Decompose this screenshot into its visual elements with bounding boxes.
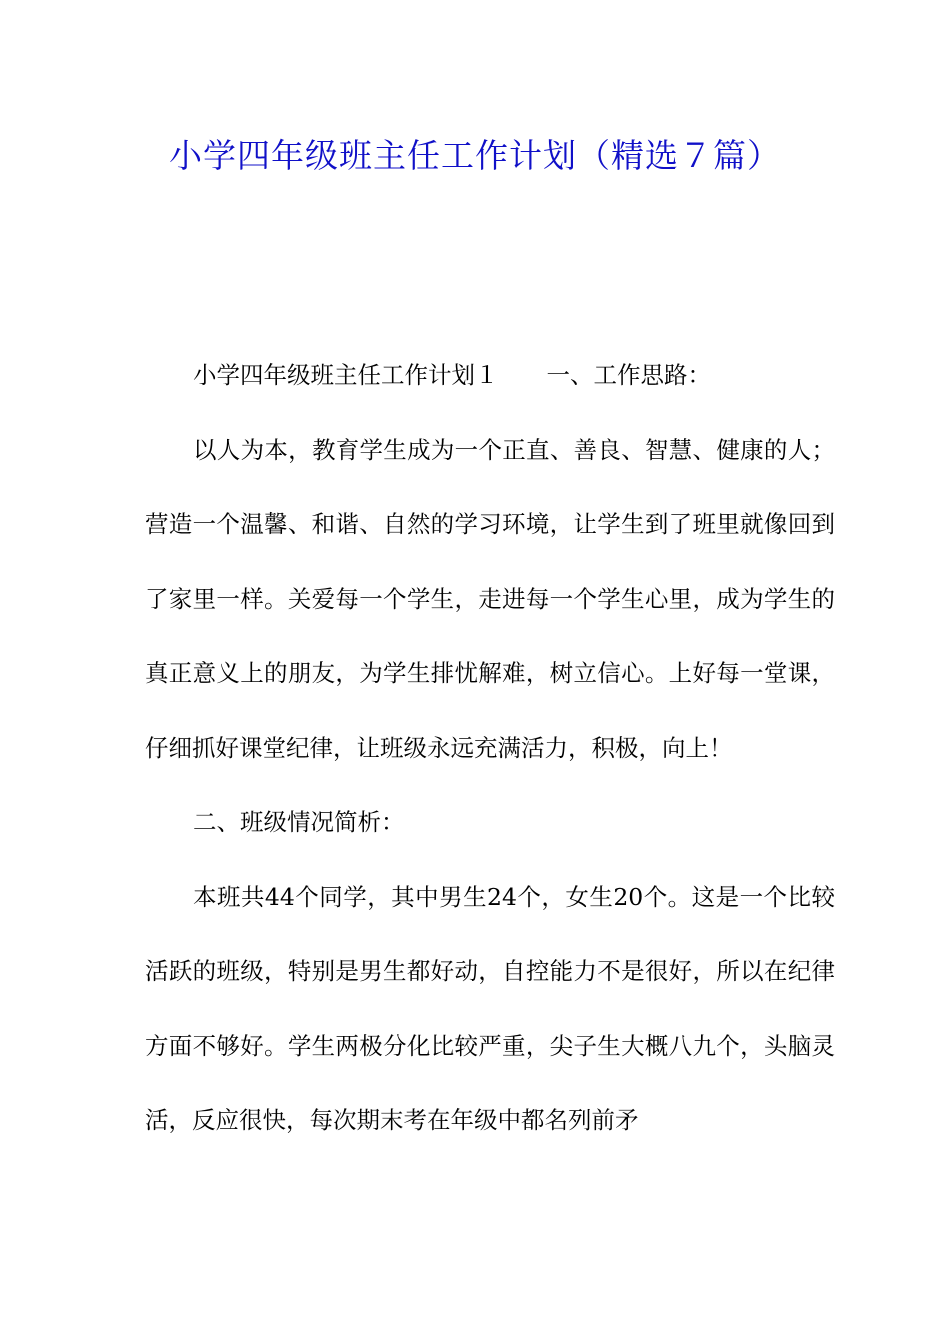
section-heading-work-ideas: 一、工作思路： — [546, 361, 711, 389]
section-heading-class-analysis: 二、班级情况简析： — [193, 808, 405, 836]
document-body — [145, 338, 835, 1158]
paragraph-class-analysis: 本班共44个同学，其中男生24个，女生20个。这是一个比较活跃的班级，特别是男生都好动，自控能力不是很好，所以在纪律方面不够好。学生两极分化比较严重，尖子生大概八九个，头脑灵活，反应很快，每次期末考在年级中都名列前矛 — [145, 882, 835, 1134]
plan-heading-line — [145, 338, 835, 413]
paragraph-work-ideas: 以人为本，教育学生成为一个正直、善良、智慧、健康的人；营造一个温馨、和谐、自然的学习环境，让学生到了班里就像回到了家里一样。关爱每一个学生，走进每一个学生心里，成为学生的真正意义上的朋友，为学生排忧解难，树立信心。上好每一堂课，仔细抓好课堂纪律，让班级永远充满活力，积极，向上！ — [145, 435, 835, 762]
plan-heading: 小学四年级班主任工作计划１ — [193, 361, 499, 389]
document-title: 小学四年级班主任工作计划（精选７篇） — [169, 136, 781, 175]
